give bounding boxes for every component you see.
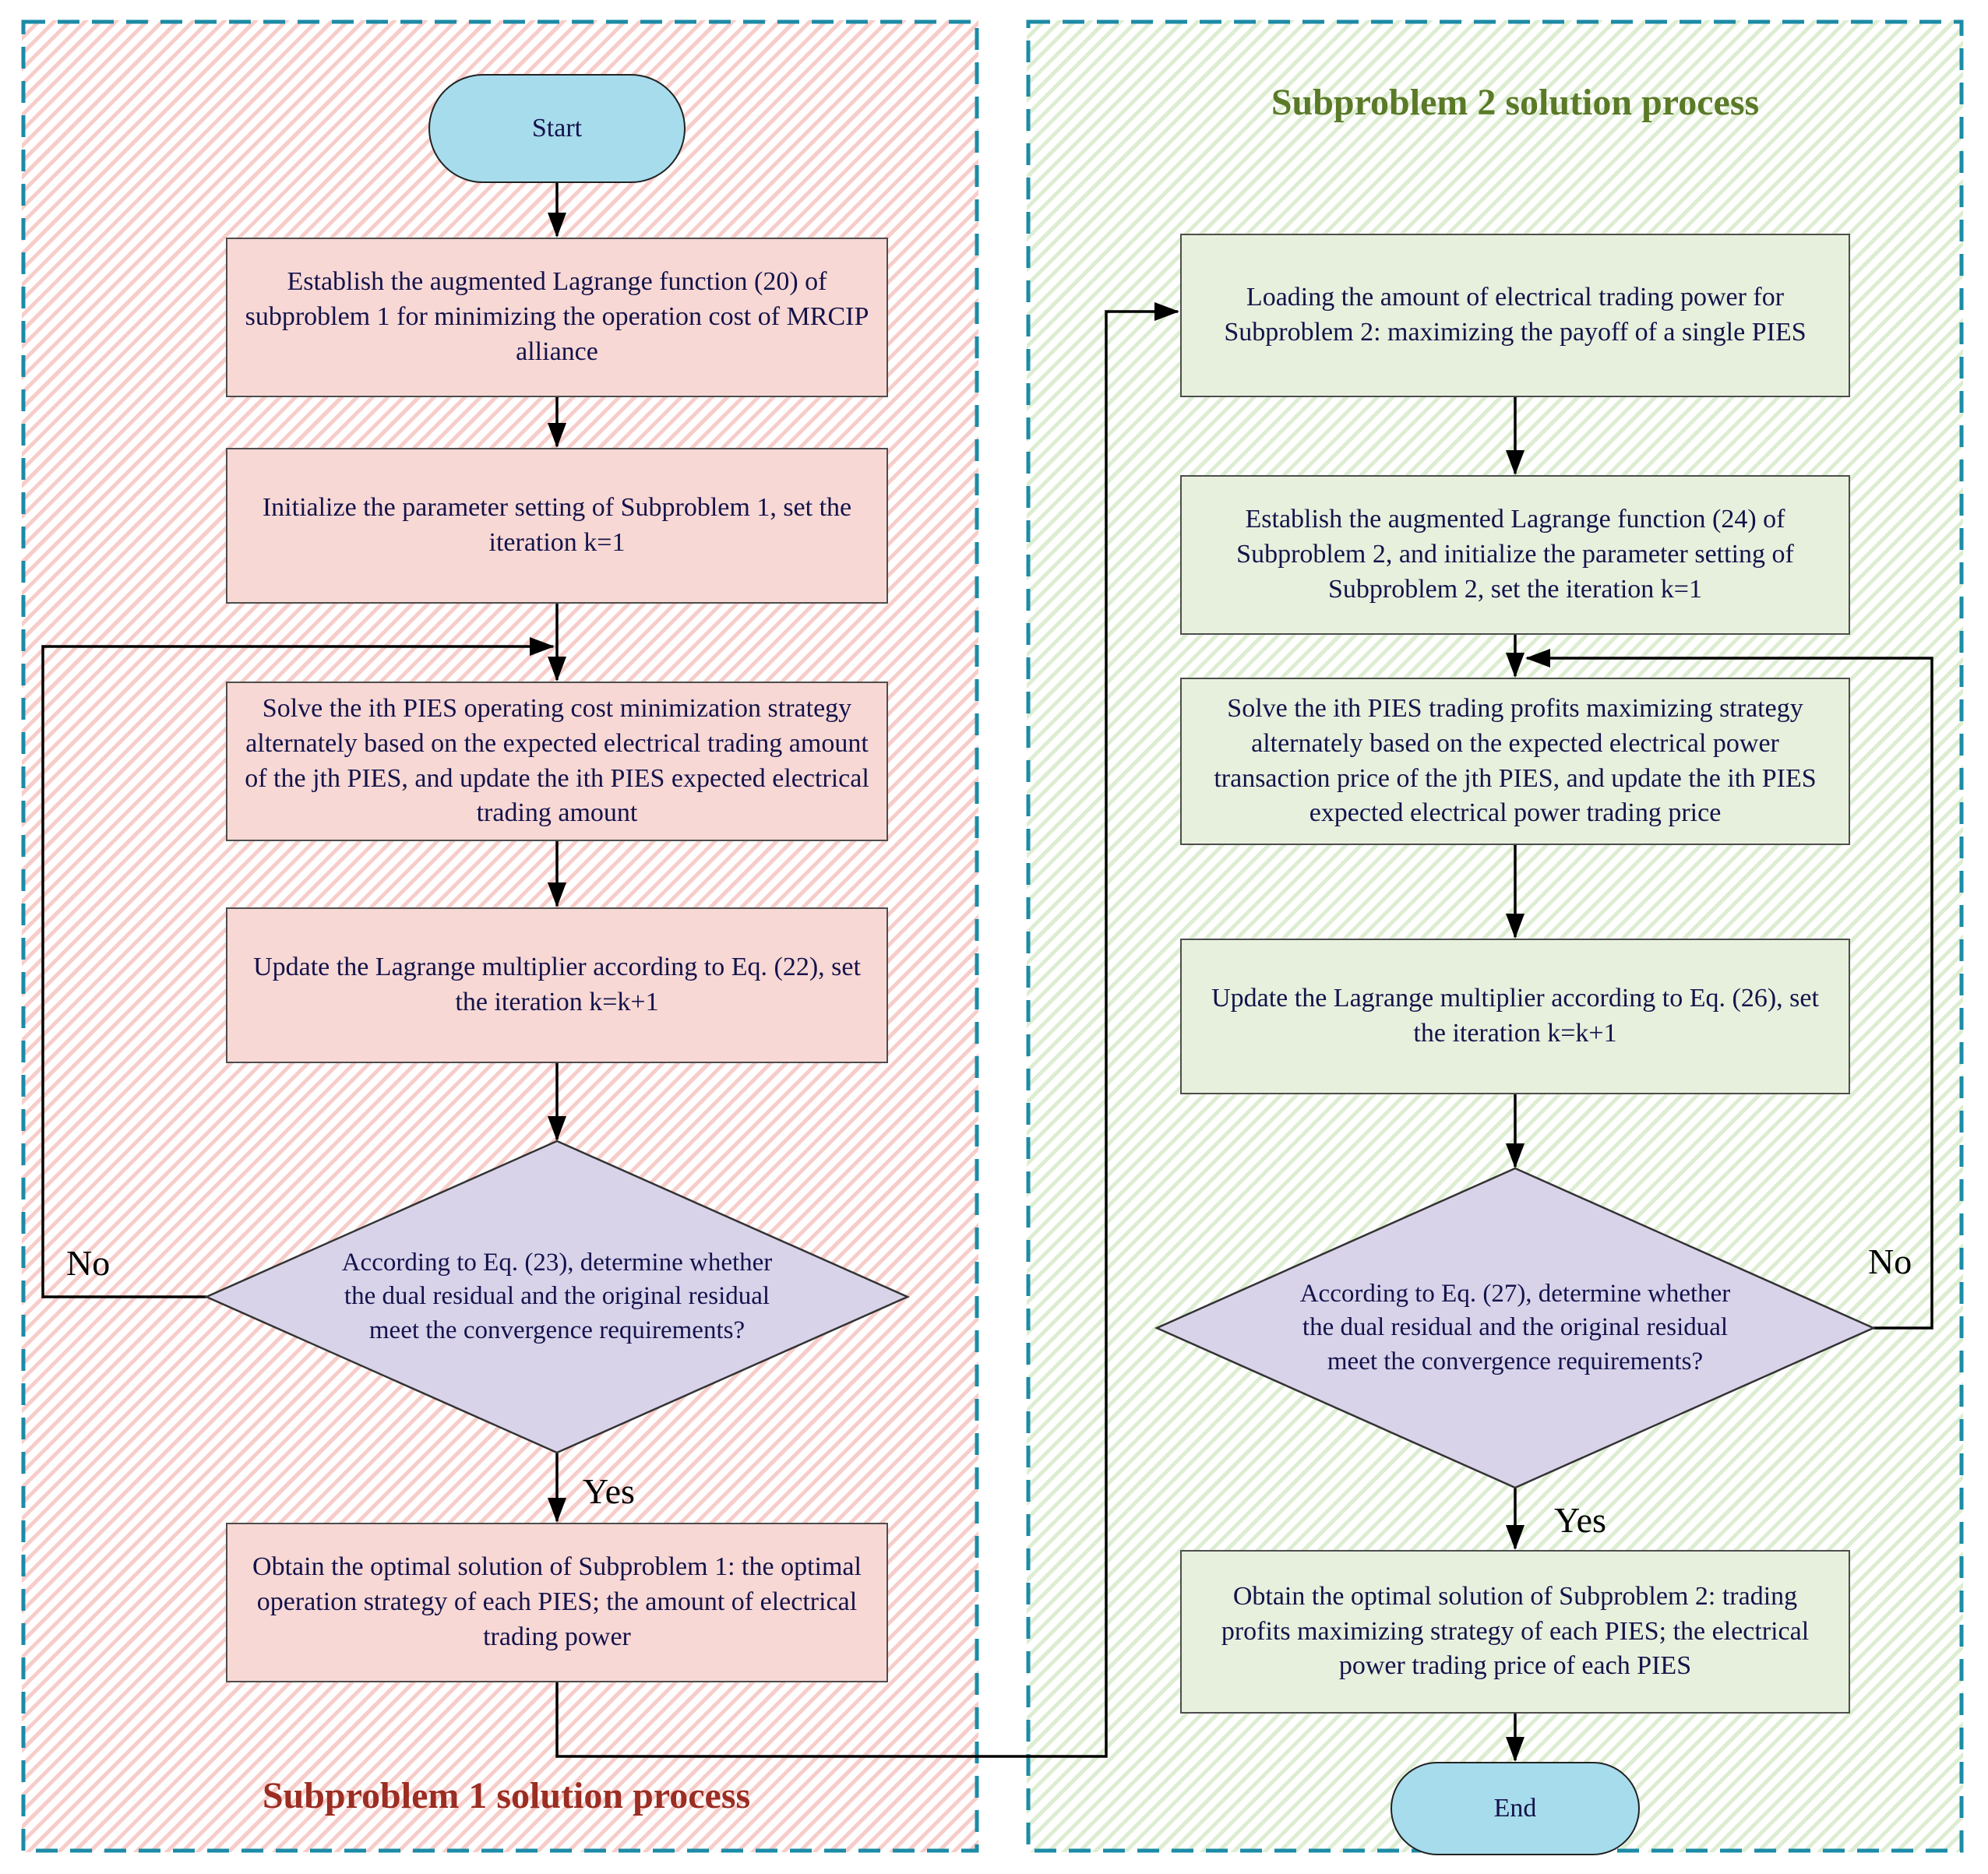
yes-label-right: Yes [1554, 1500, 1606, 1540]
yes-label-left: Yes [583, 1471, 635, 1511]
obtain-solution-box-2: Obtain the optimal solution of Subproblem 2: trading profits maximizing strategy of each PIES; the electrical power trading price of each PIES [1180, 1550, 1850, 1714]
start-node: Start [428, 74, 686, 183]
obtain-solution-box-1: Obtain the optimal solution of Subproblem 1: the optimal operation strategy of each PIES; the amount of electrical trading power [226, 1523, 888, 1682]
end-node: End [1391, 1762, 1640, 1855]
establish-lagrange-box-1: Establish the augmented Lagrange function (20) of subproblem 1 for minimizing the operation cost of MRCIP alliance [226, 238, 888, 397]
subproblem2-title: Subproblem 2 solution process [1271, 82, 1760, 123]
decision-text-left: According to Eq. (23), determine whether the dual residual and the original residual meet the convergence requirements? [341, 1248, 773, 1344]
no-label-left: No [66, 1243, 111, 1283]
decision-text-right: According to Eq. (27), determine whether the dual residual and the original residual meet the convergence requirements? [1299, 1279, 1731, 1376]
initialize-parameters-box-1: Initialize the parameter setting of Subproblem 1, set the iteration k=1 [226, 448, 888, 604]
subproblem1-title: Subproblem 1 solution process [262, 1775, 751, 1816]
establish-lagrange-box-2: Establish the augmented Lagrange function (24) of Subproblem 2, and initialize the parameter setting of Subproblem 2, set the iteration k=1 [1180, 475, 1850, 635]
loading-trading-power-box: Loading the amount of electrical trading power for Subproblem 2: maximizing the payoff of a single PIES [1180, 234, 1850, 397]
update-multiplier-box-2: Update the Lagrange multiplier according to Eq. (26), set the iteration k=k+1 [1180, 939, 1850, 1094]
solve-strategy-box-1: Solve the ith PIES operating cost minimization strategy alternately based on the expected electrical trading amount of the jth PIES, and update the ith PIES expected electrical trading amount [226, 682, 888, 841]
solve-strategy-box-2: Solve the ith PIES trading profits maximizing strategy alternately based on the expected electrical power transaction price of the jth PIES, and update the ith PIES expected electrical power trading price [1180, 678, 1850, 845]
no-label-right: No [1868, 1242, 1912, 1281]
update-multiplier-box-1: Update the Lagrange multiplier according to Eq. (22), set the iteration k=k+1 [226, 907, 888, 1063]
